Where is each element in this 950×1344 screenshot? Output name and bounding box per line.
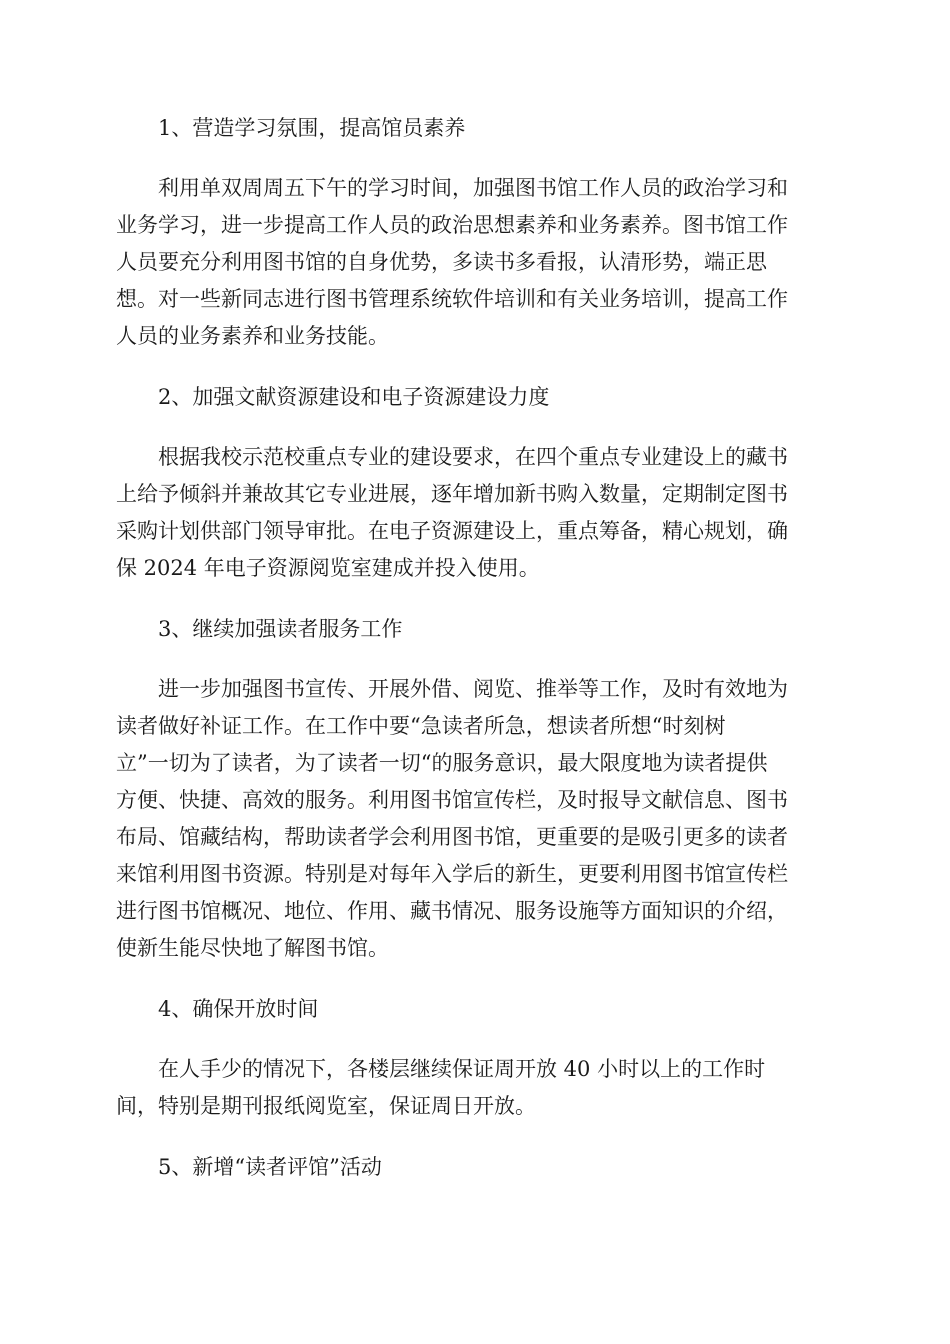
section-paragraph: [116, 439, 830, 587]
section-heading: 5、新增“读者评馆”活动: [158, 1155, 382, 1179]
section-heading: 4、确保开放时间: [158, 997, 319, 1021]
paragraph-line: 在人手少的情况下，各楼层继续保证周开放 40 小时以上的工作时: [158, 1057, 766, 1081]
section-1: [116, 107, 830, 376]
paragraph-line: 方便、快捷、高效的服务。利用图书馆宣传栏，及时报导文献信息、图书: [116, 788, 788, 812]
paragraph-line: 采购计划供部门领导审批。在电子资源建设上，重点筹备，精心规划，确: [116, 519, 788, 543]
section-heading: 3、继续加强读者服务工作: [158, 617, 403, 641]
paragraph-line: 使新生能尽快地了解图书馆。: [116, 936, 389, 960]
paragraph-line: 根据我校示范校重点专业的建设要求，在四个重点专业建设上的藏书: [158, 445, 788, 469]
paragraph-line: 进一步加强图书宣传、开展外借、阅览、推举等工作，及时有效地为: [158, 677, 788, 701]
document-page: [116, 107, 830, 1188]
section-5: [116, 1146, 830, 1188]
paragraph-line: 进行图书馆概况、地位、作用、藏书情况、服务设施等方面知识的介绍，: [116, 899, 788, 923]
paragraph-line: 想。对一些新同志进行图书管理系统软件培训和有关业务培训，提高工作: [116, 287, 788, 311]
section-4: [116, 988, 830, 1146]
paragraph-line: 保 2024 年电子资源阅览室建成并投入使用。: [116, 556, 540, 580]
paragraph-line: 布局、馆藏结构，帮助读者学会利用图书馆，更重要的是吸引更多的读者: [116, 825, 788, 849]
paragraph-line: 利用单双周周五下午的学习时间，加强图书馆工作人员的政治学习和: [158, 176, 788, 200]
paragraph-line: 业务学习，进一步提高工作人员的政治思想素养和业务素养。图书馆工作: [116, 213, 788, 237]
paragraph-line: 间，特别是期刊报纸阅览室，保证周日开放。: [116, 1094, 536, 1118]
section-paragraph: [116, 671, 830, 967]
paragraph-line: 立”一切为了读者，为了读者一切“的服务意识，最大限度地为读者提供: [116, 751, 768, 775]
paragraph-line: 来馆利用图书资源。特别是对每年入学后的新生，更要利用图书馆宣传栏: [116, 862, 788, 886]
paragraph-line: 读者做好补证工作。在工作中要“急读者所急，想读者所想“时刻树: [116, 714, 726, 738]
paragraph-line: 人员的业务素养和业务技能。: [116, 324, 389, 348]
section-paragraph: [116, 1051, 830, 1125]
section-paragraph: [116, 170, 830, 355]
paragraph-line: 人员要充分利用图书馆的自身优势，多读书多看报，认清形势，端正思: [116, 250, 767, 274]
section-heading: 1、营造学习氛围，提高馆员素养: [158, 116, 466, 140]
section-2: [116, 376, 830, 608]
section-heading: 2、加强文献资源建设和电子资源建设力度: [158, 385, 550, 409]
section-3: [116, 608, 830, 988]
paragraph-line: 上给予倾斜并兼故其它专业进展，逐年增加新书购入数量，定期制定图书: [116, 482, 788, 506]
